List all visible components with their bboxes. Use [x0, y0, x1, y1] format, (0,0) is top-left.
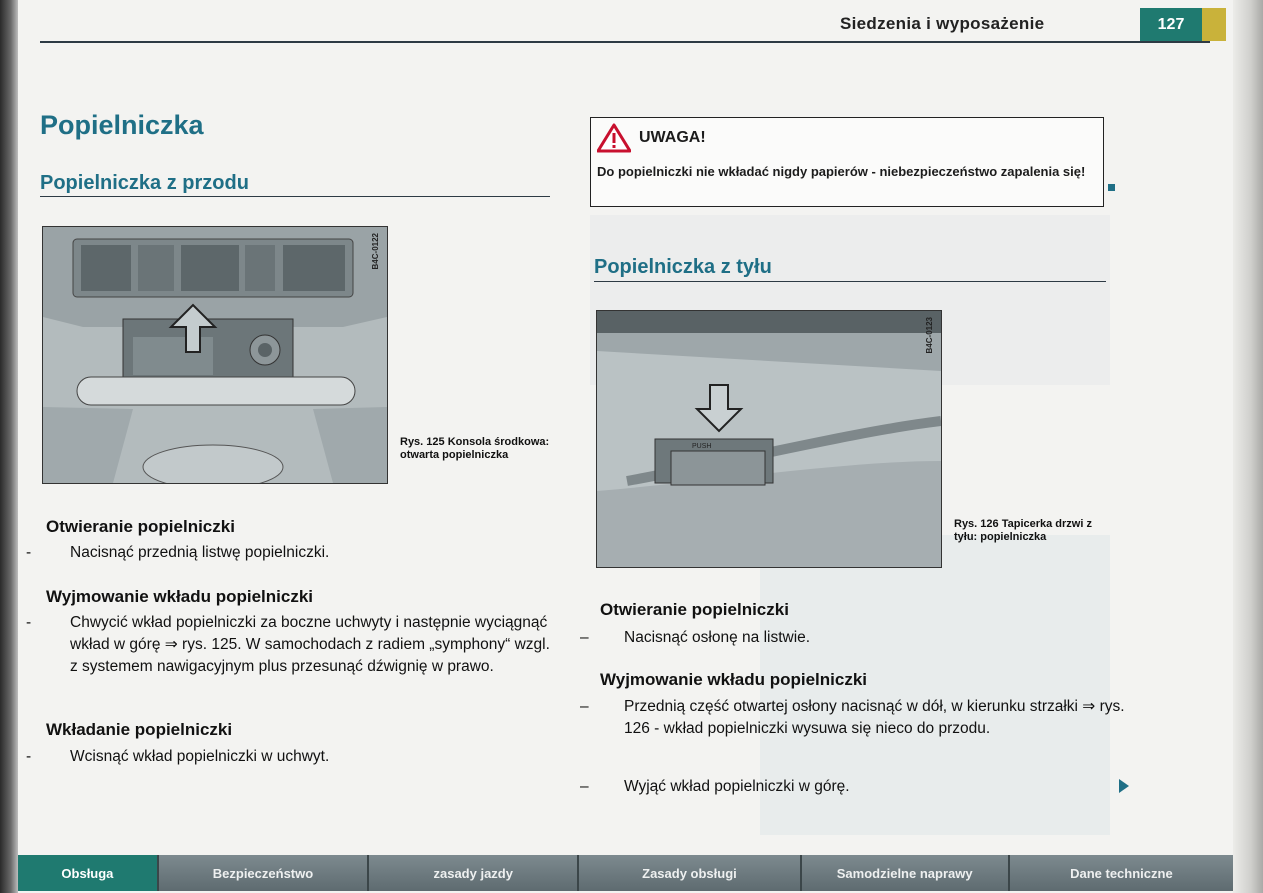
continue-arrow-icon	[1118, 778, 1130, 794]
warning-box	[590, 117, 1104, 207]
step-dash: -	[26, 544, 32, 561]
step-removal-front	[26, 612, 560, 678]
warning-header	[597, 122, 706, 154]
step-dash: –	[580, 629, 589, 646]
figure-126-caption: Rys. 126 Tapicerka drzwi z tyłu: popielniczka	[954, 518, 1092, 543]
push-label: PUSH	[692, 443, 712, 450]
tab-dane-techniczne[interactable]: Dane techniczne	[1010, 855, 1233, 891]
step-removal-rear-2	[580, 776, 1104, 798]
step-dash: -	[26, 614, 32, 631]
figure-code: B4C-0122	[371, 233, 380, 270]
step-text: Nacisnąć osłonę na listwie.	[624, 629, 811, 646]
header-rule	[40, 41, 1210, 43]
step-text: Chwycić wkład popielniczki za boczne uchwyty i następnie wyciągnąć wkład w górę ⇒ rys. 125. W samochodach z radiem „symphony“ wzgl. z systemem nawigacyjnym plus przesunąć dźwignię w prawo.	[70, 614, 550, 675]
heading-removal-front: Wyjmowanie wkładu popielniczki	[46, 587, 314, 606]
step-opening-rear	[580, 627, 1104, 649]
tab-bezpieczenstwo[interactable]: Bezpieczeństwo	[159, 855, 369, 891]
page-edge	[1233, 0, 1263, 893]
step-opening-front	[26, 542, 540, 564]
page-number: 127	[1140, 8, 1202, 41]
console-illustration	[43, 227, 387, 483]
figure-126-door	[596, 310, 942, 568]
heading-opening-front: Otwieranie popielniczki	[46, 517, 235, 536]
figure-code: B4C-0123	[925, 317, 934, 354]
chapter-tabs	[18, 855, 1233, 891]
tab-zasady-obslugi[interactable]: Zasady obsługi	[579, 855, 801, 891]
tab-samodzielne-naprawy[interactable]: Samodzielne naprawy	[802, 855, 1010, 891]
page-title: Popielniczka	[40, 110, 204, 140]
heading-removal-rear: Wyjmowanie wkładu popielniczki	[600, 670, 868, 689]
section-rule	[40, 196, 550, 197]
step-text: Wyjąć wkład popielniczki w górę.	[624, 778, 850, 795]
door-illustration	[597, 311, 941, 567]
thumb-tab-marker	[1202, 8, 1226, 41]
section-title-rear: Popielniczka z tyłu	[594, 256, 772, 278]
step-insertion-front	[26, 746, 540, 768]
step-dash: -	[26, 748, 32, 765]
step-removal-rear-1	[580, 696, 1134, 740]
section-title-front: Popielniczka z przodu	[40, 172, 249, 194]
step-text: Przednią część otwartej osłony nacisnąć w dół, w kierunku strzałki ⇒ rys. 126 - wkład popielniczki wysuwa się nieco do przodu.	[624, 698, 1125, 737]
step-dash: –	[580, 778, 589, 795]
figure-125-caption: Rys. 125 Konsola środkowa: otwarta popielniczka	[400, 436, 550, 461]
end-marker	[1108, 184, 1115, 191]
warning-text: Do popielniczki nie wkładać nigdy papierów - niebezpieczeństwo zapalenia się!	[597, 164, 1086, 179]
heading-opening-rear: Otwieranie popielniczki	[600, 600, 789, 619]
warning-triangle-icon	[597, 123, 631, 153]
heading-insertion-front: Wkładanie popielniczki	[46, 720, 233, 739]
step-text: Wcisnąć wkład popielniczki w uchwyt.	[70, 748, 330, 765]
book-spine-shadow	[0, 0, 18, 893]
tab-obsluga[interactable]: Obsługa	[18, 855, 159, 891]
warning-label: UWAGA!	[639, 129, 706, 146]
section-rule	[594, 281, 1106, 282]
running-title: Siedzenia i wyposażenie	[840, 14, 1045, 33]
step-dash: –	[580, 698, 589, 715]
tab-zasady-jazdy[interactable]: zasady jazdy	[369, 855, 579, 891]
figure-125-console	[42, 226, 388, 484]
step-text: Nacisnąć przednią listwę popielniczki.	[70, 544, 330, 561]
